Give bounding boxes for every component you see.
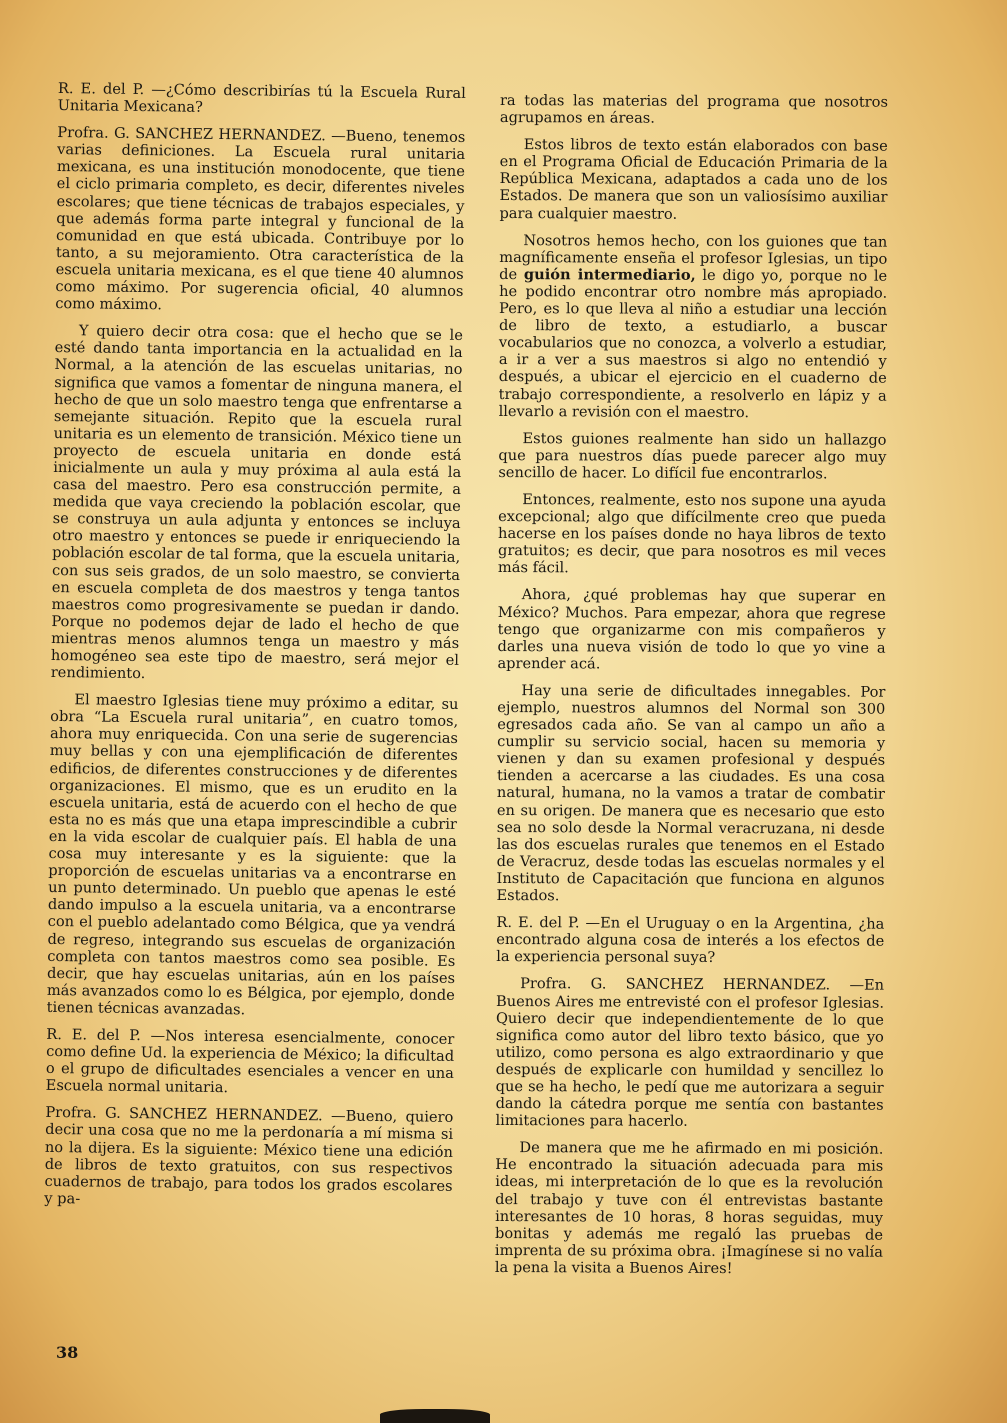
paragraph: El maestro Iglesias tiene muy próximo a editar, su obra “La Escuela rural unitaria”, en cuatro tomos, ahora muy enriquecida. Con una serie de sugerencias muy bellas y con una ejemplificación de diferentes edificios, de diferentes construcciones y de diferentes organizaciones. El mismo, que es un erudito en la escuela unitaria, está de acuerdo con el hecho de que esta no es más que una etapa imprescindible a cubrir en la vida escolar de cualquier país. El habla de una cosa muy interesante y es la siguiente: que la proporción de escuelas unitarias va a encontrarse en un punto determinado. Un pueblo que apenas le esté dando impulso a la escuela unitaria, va a encontrarse con el pueblo adelantado como Bélgica, que ya vendrá de regreso, integrando sus escuelas de organización completa con tantos maestros como sea posible. Es decir, que hay escuelas unitarias, aún en los países más avanzados como lo es Bélgica, por ejemplo, donde tienen técnicas avanzadas.	[46, 691, 459, 1019]
paragraph: Profra. G. SANCHEZ HERNANDEZ. —En Buenos Aires me entrevisté con el profesor Iglesias. Quiero decir que independientemente de lo que significa como autor del libro texto básico, que yo utilizo, como persona es algo extraordinario y que después de explicarle con humildad y sencillez lo que se ha hecho, le pedí que me autorizara a seguir dando la cátedra porque me sentía con bastantes limitaciones para hacerlo.	[495, 975, 885, 1130]
paragraph: Estos guiones realmente han sido un hallazgo que para nuestros días puede parecer algo muy sencillo de hacer. Lo difícil fue encontrarlos.	[498, 429, 887, 483]
paragraph	[499, 232, 888, 422]
page-tear-mark	[380, 1409, 490, 1423]
paragraph: R. E. del P. —En el Uruguay o en la Argentina, ¿ha encontrado alguna cosa de interés a los efectos de la experiencia personal suya?	[496, 914, 885, 967]
paragraph: Y quiero decir otra cosa: que el hecho que se le esté dando tanta importancia en la actualidad en la Normal, a la atención de las escuelas unitarias, no significa que vamos a fomentar de ninguna manera, el hecho de que un solo maestro tenga que enfrentarse a semejante situación. Repito que la escuela rural unitaria es un elemento de transición. México tiene un proyecto de escuela unitaria en donde está inicialmente un aula y muy próxima al aula está la casa del maestro. Pero esa construcción permite, a medida que vaya creciendo la población escolar, que se construya un aula adjunta y entonces se incluya otro maestro y entonces se puede ir enriqueciendo la población escolar de tal forma, que la escuela unitaria, con sus seis grados, de un solo maestro, se convierta en escuela completa de dos maestros y tenga tantos maestros como progresivamente se puedan ir dando. Porque no podemos dejar de lado el hecho de que mientras menos alumnos tenga un maestro y más homogéneo sea este tipo de maestro, será mejor el rendimiento.	[50, 322, 464, 683]
paragraph: R. E. del P. —¿Cómo describirías tú la Escuela Rural Unitaria Mexicana?	[57, 80, 466, 116]
left-column	[44, 80, 466, 1222]
paragraph-text: le digo yo, porque no le he podido encontrar otro nombre más apropiado. Pero, es lo que lleva al niño a estudiar una lección de libro de texto, a estudiarlo, a buscar vocabularios que no conozca, a volverlo a estudiar, a ir a ver a sus maestros si algo no entendió y después, a ubicar el ejercicio en el cuaderno de trabajo correspondiente, a resolverlo en lápiz y a llevarlo a revisión con el maestro.	[498, 266, 888, 421]
paragraph: Profra. G. SANCHEZ HERNANDEZ. —Bueno, quiero decir una cosa que no me la perdonaría a mí misma si no la dijera. Es la siguiente: México tiene una edición de libros de texto gratuitos, con sus respectivos cuadernos de trabajo, para todos los grados escolares y pa-	[44, 1104, 454, 1208]
paragraph: ra todas las materias del programa que nosotros agrupamos en áreas.	[499, 92, 888, 127]
paragraph: Hay una serie de dificultades innegables. Por ejemplo, nuestros alumnos del Normal son 300 egresados cada año. Se van al campo un año a cumplir su servicio social, hacen su memoria y vienen y dan su examen profesional y después tienden a acercarse a las ciudades. Es una cosa natural, humana, no la vamos a tratar de combatir en su origen. De manera que es necesario que esto sea no solo desde la Normal veracruzana, ni desde las dos escuelas rurales que tenemos en el Estado de Veracruz, desde todas las escuelas normales y el Instituto de Capacitación que funciona en algunos Estados.	[496, 682, 886, 905]
paragraph: Entonces, realmente, esto nos supone una ayuda excepcional; algo que difícilmente creo que pueda hacerse en los países donde no haya libros de texto gratuitos; es decir, que para nosotros es mil veces más fácil.	[497, 491, 887, 577]
right-column	[495, 92, 888, 1288]
paragraph: Estos libros de texto están elaborados con base en el Programa Oficial de Educación Primaria de la República Mexicana, adaptados a cada uno de los Estados. De manera que son un valiosísimo auxiliar para cualquier maestro.	[499, 136, 888, 223]
page-number: 38	[56, 1343, 79, 1362]
paragraph: Profra. G. SANCHEZ HERNANDEZ. —Bueno, tenemos varias definiciones. La Escuela rural unitaria mexicana, es una institución monodocente, que tiene el ciclo primaria completo, es decir, diferentes niveles escolares; que tiene técnicas de trabajos especiales, y que además forma parte integral y funcional de la comunidad en que está ubicada. Contribuye por lo tanto, a su mejoramiento. Otra característica de la escuela unitaria mexicana, es el que tiene 40 alumnos como máximo. Por sugerencia oficial, 40 alumnos como máximo.	[55, 124, 466, 314]
paragraph: R. E. del P. —Nos interesa esencialmente, conocer como define Ud. la experiencia de México; la dificultad o el grupo de dificultades esenciales a vencer en una Escuela normal unitaria.	[45, 1025, 455, 1097]
paragraph-text: Nosotros hemos hecho, con los guiones que tan magníficamente enseña el profesor Iglesias, un tipo de	[499, 231, 888, 283]
paragraph: De manera que me he afirmado en mi posición. He encontrado la situación adecuada para mis ideas, mi interpretación de lo que es la revolución del trabajo y tuve con él entrevistas bastante interesantes de 10 horas, 8 horas seguidas, muy bonitas y además me regaló las pruebas de imprenta de su próxima obra. ¡Imagínese si no valía la pena la visita a Buenos Aires!	[494, 1139, 884, 1277]
paragraph: Ahora, ¿qué problemas hay que superar en México? Muchos. Para empezar, ahora que regrese tengo que organizarme con mis compañeros y darles una nueva visión de todo lo que yo vine a aprender acá.	[497, 586, 886, 673]
bold-term: guión intermediario,	[523, 265, 696, 284]
